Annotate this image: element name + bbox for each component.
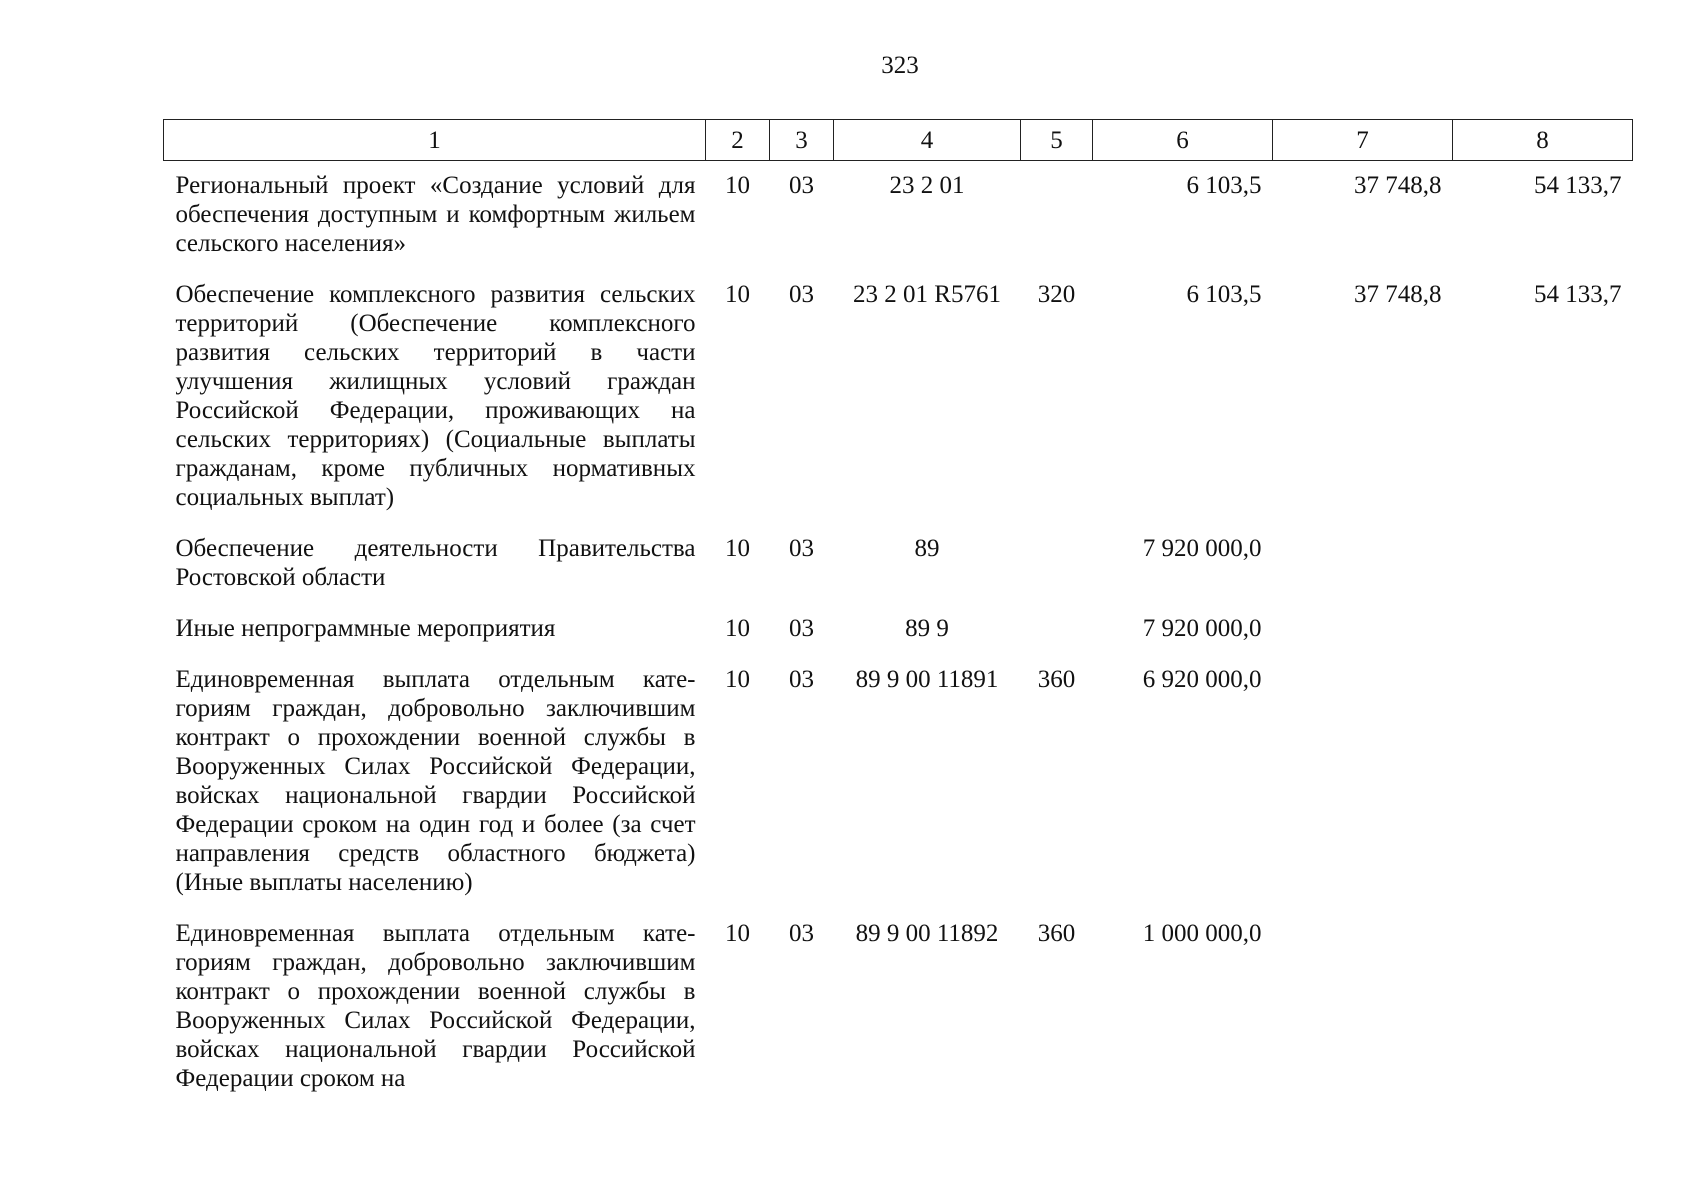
row-name: Единовременная выплата отдельным категориям граждан, добровольно заключившим контракт о прохождении военной службы в Вооруженных Силах Российской Федерации, войсках национальной гвардии Российской Федерации сроком на [175, 920, 696, 1092]
budget-table [163, 119, 1633, 1105]
row-amount-col8 [1453, 524, 1633, 604]
row-name: Единовременная выплата отдельным категориям граждан, добровольно заключившим контракт о прохождении военной службы в Вооруженных Силах Российской Федерации, войсках национальной гвардии Российской Федерации сроком на один год и более (за счет направления средств областного бюджета) (Иные выплаты населению) [175, 666, 696, 896]
row-amount-col7 [1273, 655, 1453, 909]
row-amount-col6: 6 103,5 [1186, 172, 1262, 199]
row-expense-type [1021, 604, 1093, 655]
row-amount-col6: 6 103,5 [1186, 281, 1262, 308]
row-section: 10 [725, 172, 750, 199]
row-name: Обеспечение деятельности Правительства Ростовской области [175, 535, 696, 591]
row-amount-col7 [1273, 524, 1453, 604]
column-header-6: 6 [1093, 120, 1273, 161]
row-expense-type: 360 [1037, 920, 1076, 947]
row-subsection: 03 [789, 666, 814, 693]
row-subsection: 03 [789, 172, 814, 199]
column-header-5: 5 [1021, 120, 1093, 161]
row-expense-type [1021, 524, 1093, 604]
row-section: 10 [725, 615, 750, 642]
row-amount-col6: 1 000 000,0 [1142, 920, 1262, 947]
row-section: 10 [725, 535, 750, 562]
column-header-2: 2 [706, 120, 770, 161]
row-subsection: 03 [789, 920, 814, 947]
column-header-1: 1 [164, 120, 706, 161]
row-subsection: 03 [789, 615, 814, 642]
row-section: 10 [725, 281, 750, 308]
table-row [164, 524, 1633, 604]
row-amount-col8: 54 133,7 [1534, 172, 1622, 199]
row-target-code: 23 2 01 [889, 172, 965, 199]
table-row [164, 655, 1633, 909]
table-row [164, 604, 1633, 655]
row-name: Обеспечение комплексного развития сельских территорий (Обеспечение комплексного развития сельских территорий в части улучшения жилищных условий граждан Российской Федерации, проживающих на сельских территориях) (Социальные выплаты гражданам, кроме публичных нормативных социальных выплат) [175, 281, 696, 511]
row-amount-col8: 54 133,7 [1534, 281, 1622, 308]
row-section: 10 [725, 666, 750, 693]
row-amount-col8 [1453, 604, 1633, 655]
row-expense-type [1021, 161, 1093, 271]
column-header-8: 8 [1453, 120, 1633, 161]
row-name: Иные непрограммные мероприятия [175, 615, 556, 642]
row-amount-col8 [1453, 909, 1633, 1105]
row-expense-type: 360 [1037, 666, 1076, 693]
row-amount-col6: 6 920 000,0 [1142, 666, 1262, 693]
row-amount-col8 [1453, 655, 1633, 909]
row-target-code: 89 9 00 11891 [855, 666, 999, 693]
row-amount-col7: 37 748,8 [1354, 281, 1442, 308]
row-subsection: 03 [789, 281, 814, 308]
row-expense-type: 320 [1037, 281, 1076, 308]
column-header-3: 3 [770, 120, 834, 161]
row-subsection: 03 [789, 535, 814, 562]
row-target-code: 89 9 [905, 615, 949, 642]
header-row [164, 120, 1633, 161]
row-amount-col6: 7 920 000,0 [1142, 615, 1262, 642]
table-row [164, 270, 1633, 524]
row-amount-col7 [1273, 909, 1453, 1105]
table-row [164, 161, 1633, 271]
page-number: 323 [881, 52, 919, 79]
table-row [164, 909, 1633, 1105]
row-amount-col7 [1273, 604, 1453, 655]
row-target-code: 89 9 00 11892 [855, 920, 999, 947]
column-header-7: 7 [1273, 120, 1453, 161]
row-target-code: 23 2 01 R5761 [853, 281, 1001, 308]
row-target-code: 89 [914, 535, 940, 562]
row-amount-col7: 37 748,8 [1354, 172, 1442, 199]
row-name: Региональный проект «Создание условий для обеспечения доступным и комфортным жильем сельского населения» [175, 172, 696, 257]
row-amount-col6: 7 920 000,0 [1142, 535, 1262, 562]
column-header-4: 4 [834, 120, 1021, 161]
row-section: 10 [725, 920, 750, 947]
